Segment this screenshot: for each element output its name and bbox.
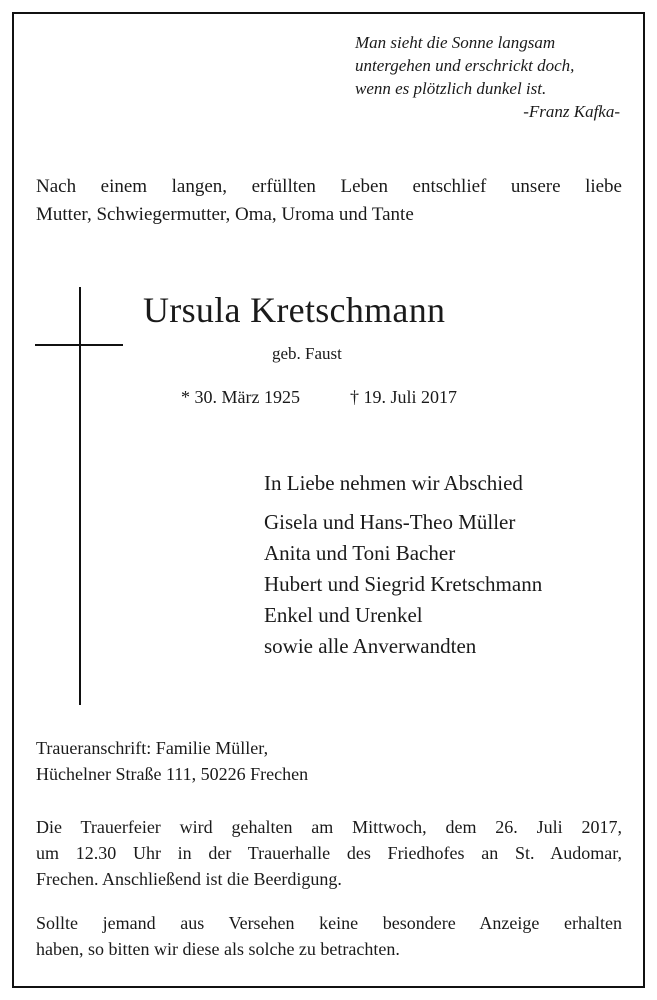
intro-text — [36, 173, 622, 229]
ceremony-info — [36, 814, 622, 892]
ceremony-line: um 12.30 Uhr in der Trauerhalle des Friedhofes an St. Audomar, — [36, 843, 622, 863]
notice-line: Sollte jemand aus Versehen keine besondere Anzeige erhalten — [36, 913, 622, 933]
mourning-address — [36, 735, 622, 787]
family-member: sowie alle Anverwandten — [264, 634, 477, 658]
quote-line: untergehen und erschrickt doch, — [355, 56, 575, 75]
family-member: Gisela und Hans-Theo Müller — [264, 510, 516, 534]
birth-date: * 30. März 1925 — [181, 387, 300, 407]
address-line: Hüchelner Straße 111, 50226 Frechen — [36, 764, 309, 784]
ceremony-line: Die Trauerfeier wird gehalten am Mittwoch, dem 26. Juli 2017, — [36, 817, 622, 837]
notice-text — [36, 910, 622, 962]
family-member: Hubert und Siegrid Kretschmann — [264, 572, 543, 596]
deceased-name: Ursula Kretschmann — [143, 290, 446, 330]
family-member: Enkel und Urenkel — [264, 603, 423, 627]
cross-icon-crossbar — [35, 344, 123, 346]
intro-line: Mutter, Schwiegermutter, Oma, Uroma und Tante — [36, 204, 414, 225]
address-line: Traueranschrift: Familie Müller, — [36, 738, 269, 758]
notice-line: haben, so bitten wir diese als solche zu betrachten. — [36, 939, 400, 959]
family-list — [264, 468, 542, 662]
death-date: † 19. Juli 2017 — [350, 387, 458, 407]
quote-line: wenn es plötzlich dunkel ist. — [355, 79, 547, 98]
quote-line: Man sieht die Sonne langsam — [355, 33, 556, 52]
family-member: Anita und Toni Bacher — [264, 541, 456, 565]
farewell-heading: In Liebe nehmen wir Abschied — [264, 471, 523, 495]
quote-author: -Franz Kafka- — [523, 102, 620, 121]
ceremony-line: Frechen. Anschließend ist die Beerdigung. — [36, 869, 342, 889]
maiden-name: geb. Faust — [272, 344, 342, 363]
cross-icon — [79, 287, 81, 705]
intro-line: Nach einem langen, erfüllten Leben entschlief unsere liebe — [36, 176, 622, 197]
kafka-quote — [355, 31, 620, 123]
